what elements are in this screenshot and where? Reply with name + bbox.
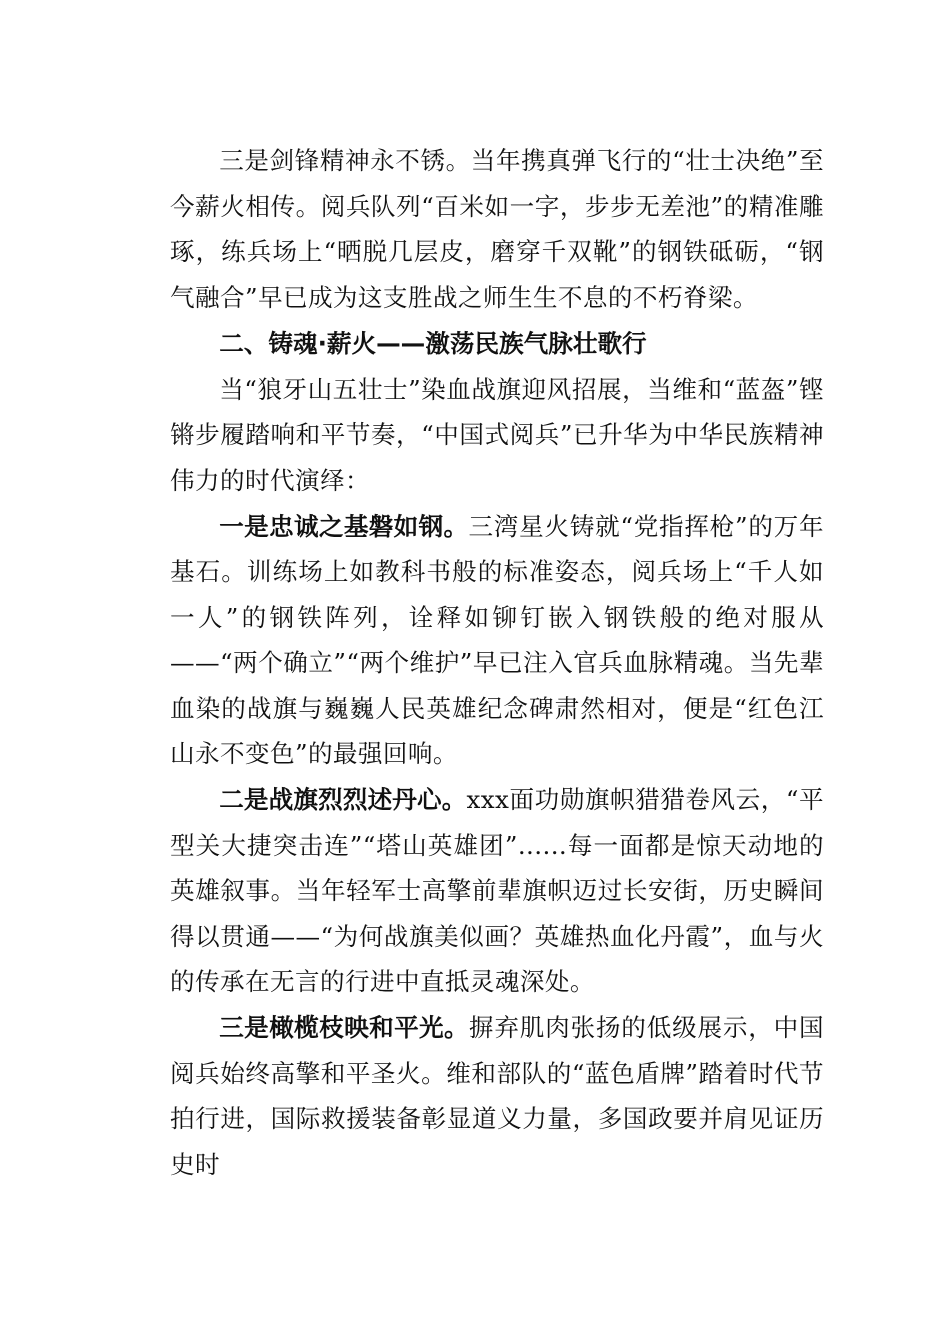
paragraph-text: 三是剑锋精神永不锈。当年携真弹飞行的“壮士决绝”至今薪火相传。阅兵队列“百米如一字，步步无差池”的精准雕琢，练兵场上“晒脱几层皮，磨穿千双靴”的钢铁砥砺，“钢气融合”早已成为这支胜战之师生生不息的不朽脊梁。 — [170, 146, 824, 312]
paragraph-lead: 一是忠诚之基磐如钢。 — [219, 511, 469, 541]
paragraph-text: 摒弃肌肉张扬的低级展示，中国阅兵始终高擎和平圣火。维和部队的“蓝色盾牌”踏着时代节拍行进，国际救援装备彰显道义力量，多国政要并肩见证历史时 — [170, 1013, 824, 1179]
paragraph-text: 三湾星火铸就“党指挥枪”的万年基石。训练场上如教科书般的标准姿态，阅兵场上“千人如一人”的钢铁阵列，诠释如铆钉嵌入钢铁般的绝对服从——“两个确立”“两个维护”早已注入官兵血脉精魂。当先辈血染的战旗与巍巍人民英雄纪念碑肃然相对，便是“红色江山永不变色”的最强回响。 — [170, 511, 824, 768]
paragraph-intro — [170, 367, 824, 504]
paragraph-olive-branch — [170, 1005, 824, 1187]
document-page — [170, 138, 824, 1187]
paragraph-lead: 二是战旗烈烈述丹心。 — [219, 785, 467, 814]
paragraph-text: xxx面功勋旗帜猎猎卷风云，“平型关大捷突击连”“塔山英雄团”......每一面都是惊天动地的英雄叙事。当年轻军士高擎前辈旗帜迈过长安街，历史瞬间得以贯通——“为何战旗美似画？英雄热血化丹霞”，血与火的传承在无言的行进中直抵灵魂深处。 — [170, 785, 824, 996]
paragraph-loyalty — [170, 504, 824, 777]
section-heading: 二、铸魂·薪火——激荡民族气脉壮歌行 — [219, 328, 647, 358]
paragraph-lead: 三是橄榄枝映和平光。 — [219, 1013, 470, 1042]
paragraph-sword-spirit — [170, 138, 824, 320]
paragraph-text: 当“狼牙山五壮士”染血战旗迎风招展，当维和“蓝盔”铿锵步履踏响和平节奏，“中国式阅兵”已升华为中华民族精神伟力的时代演绎： — [170, 374, 824, 495]
paragraph-battle-flags — [170, 777, 824, 1005]
